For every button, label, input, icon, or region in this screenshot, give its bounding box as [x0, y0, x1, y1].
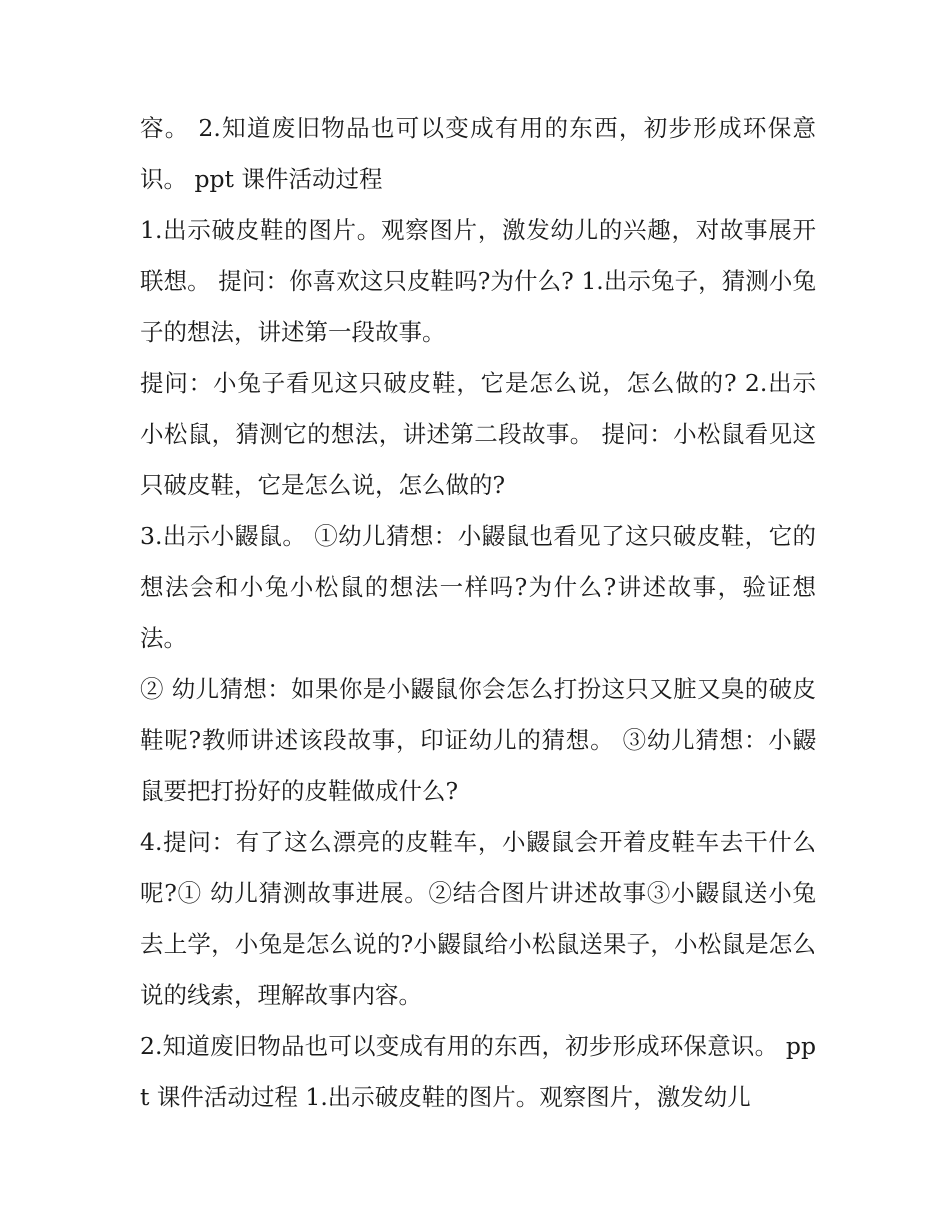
paragraph: 容。 2.知道废旧物品也可以变成有用的东西，初步形成环保意识。 ppt 课件活动过程: [140, 114, 816, 193]
paragraph: 2.知道废旧物品也可以变成有用的东西，初步形成环保意识。 ppt 课件活动过程 1.出示破皮鞋的图片。观察图片，激发幼儿: [140, 1032, 816, 1111]
paragraph: 4.提问：有了这么漂亮的皮鞋车，小鼹鼠会开着皮鞋车去干什么呢?① 幼儿猜测故事进展。②结合图片讲述故事③小鼹鼠送小兔去上学，小兔是怎么说的?小鼹鼠给小松鼠送果子，小松鼠是怎么说的线索，理解故事内容。: [140, 828, 816, 1009]
paragraph: 1.出示破皮鞋的图片。观察图片，激发幼儿的兴趣，对故事展开联想。 提问：你喜欢这只皮鞋吗?为什么? 1.出示兔子，猜测小兔子的想法，讲述第一段故事。: [140, 216, 816, 346]
paragraph: 提问：小兔子看见这只破皮鞋，它是怎么说，怎么做的? 2.出示小松鼠，猜测它的想法，讲述第二段故事。 提问：小松鼠看见这只破皮鞋，它是怎么说，怎么做的?: [140, 369, 816, 499]
paragraph: ② 幼儿猜想：如果你是小鼹鼠你会怎么打扮这只又脏又臭的破皮鞋呢?教师讲述该段故事，印证幼儿的猜想。 ③幼儿猜想：小鼹鼠要把打扮好的皮鞋做成什么?: [140, 675, 816, 805]
document-body: [140, 103, 816, 1123]
paragraph: 3.出示小鼹鼠。 ①幼儿猜想：小鼹鼠也看见了这只破皮鞋，它的想法会和小兔小松鼠的想法一样吗?为什么?讲述故事，验证想法。: [140, 522, 816, 652]
